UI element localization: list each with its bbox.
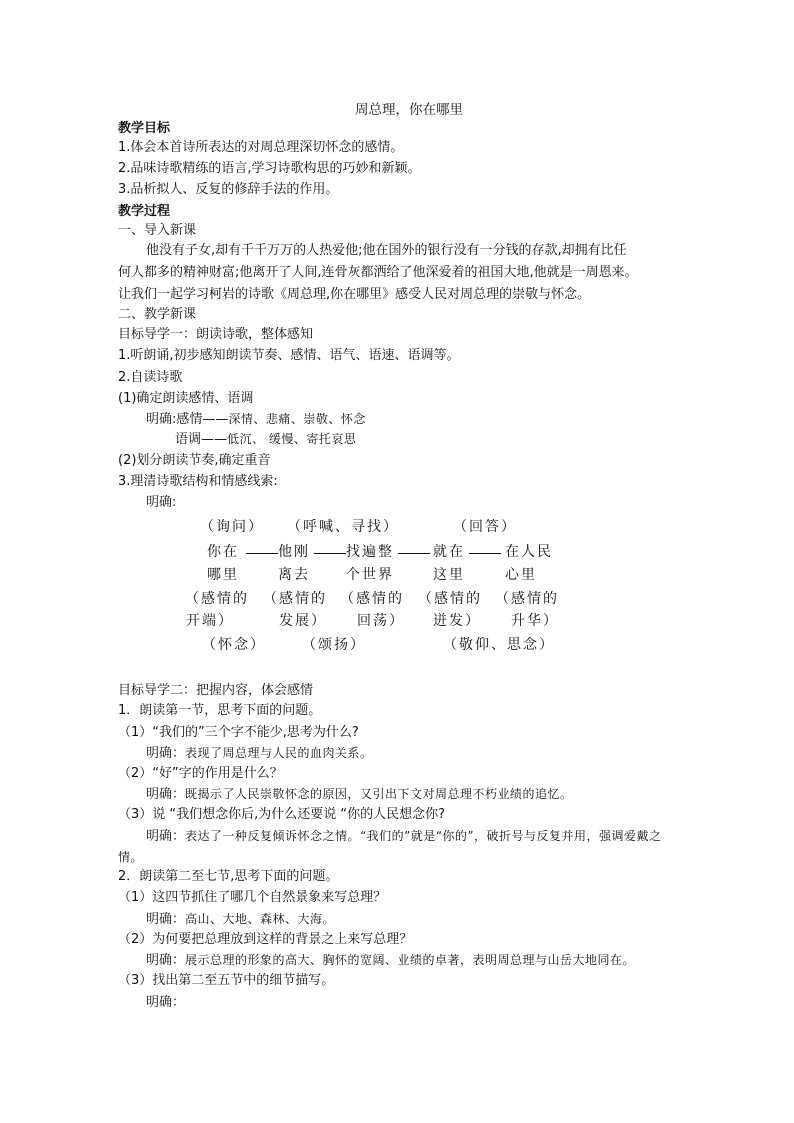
diagram-node: 你在 — [207, 544, 239, 560]
step-text: 1．朗读第一节，思考下面的问题。 — [118, 703, 322, 718]
answer-line — [146, 951, 635, 970]
intro-line: 何人都多的精神财富;他离开了人间,连骨灰都洒给了他深爱着的祖国大地,他就是一周恩来。 — [118, 265, 638, 280]
diagram-node: 心里 — [505, 567, 537, 583]
answer-line — [146, 910, 335, 929]
question: （3）找出第二至五节中的细节描写。 — [118, 973, 335, 988]
diagram-node: 他刚 — [278, 544, 310, 560]
answer-line — [118, 826, 678, 868]
step-text: (1)确定朗读感情、语调 — [118, 391, 254, 406]
answer-label: 明确： — [146, 829, 186, 844]
answer-text: 表现了周总理与人民的血肉关系。 — [185, 746, 373, 760]
diagram-connector — [396, 541, 432, 560]
answer-label: 明确： — [146, 746, 186, 761]
diagram-label: （怀念） — [202, 637, 266, 653]
intro-line: 让我们一起学习柯岩的诗歌《周总理,你在哪里》感受人民对周总理的崇敬与怀念。 — [118, 287, 591, 302]
goal-item: 2.品味诗歌精练的语言,学习诗歌构思的巧妙和新颖。 — [118, 161, 421, 176]
diagram-stage: （感情的 — [495, 591, 559, 607]
answer-label: 明确： — [146, 995, 186, 1010]
diagram-label: （敬仰、思念） — [443, 637, 555, 653]
step-text: 2.自读诗歌 — [118, 370, 183, 385]
answer-text: 展示总理的形象的高大、胸怀的宽阔、业绩的卓著，表明周总理与山岳大地同在。 — [185, 953, 636, 967]
diagram-stage: 开端） — [186, 613, 234, 629]
diagram-stage: 回荡） — [357, 613, 405, 629]
answer-text: 高山、大地、森林、大海。 — [185, 912, 336, 926]
diagram-node: 哪里 — [207, 567, 239, 583]
section-heading-goals: 教学目标 — [118, 121, 171, 136]
answer-line — [146, 785, 573, 804]
diagram-node: 找遍整 — [346, 544, 394, 560]
answer-line — [175, 430, 356, 449]
step-text: (2)划分朗读节奏,确定重音 — [118, 453, 271, 468]
answer-text: 表达了一种反复倾诉怀念之情。“我们的”就是“你的”，破折号与反复并用，强调爱戴之情。 — [118, 829, 662, 864]
doc-title: 周总理，你在哪里 — [355, 102, 463, 118]
answer-label: 明确： — [146, 787, 186, 802]
answer-label: 明确： — [146, 912, 186, 927]
answer-label: 明确:感情—— — [146, 412, 229, 427]
diagram-stage: （感情的 — [263, 591, 327, 607]
diagram-node: 就在 — [433, 544, 465, 560]
answer-label: 明确: — [146, 495, 177, 510]
diagram-stage: 迸发） — [433, 613, 481, 629]
diagram-connector — [312, 541, 348, 560]
diagram-label: （呼喊、寻找） — [287, 519, 399, 535]
answer-text: 深情、悲痛、崇敬、怀念 — [228, 412, 366, 426]
diagram-stage: 升华） — [511, 613, 559, 629]
goal-guide-heading: 目标导学二：把握内容，体会感情 — [118, 683, 314, 698]
diagram-stage: （感情的 — [185, 591, 249, 607]
question: （2）为何要把总理放到这样的背景之上来写总理？ — [118, 932, 413, 947]
diagram-node: 在人民 — [505, 544, 553, 560]
step-text: 1.听朗诵,初步感知朗读节奏、感情、语气、语速、语调等。 — [118, 348, 460, 363]
diagram-label: （询问） — [200, 519, 264, 535]
goal-item: 1.体会本首诗所表达的对周总理深切怀念的感情。 — [118, 140, 404, 155]
section-heading-process: 教学过程 — [118, 204, 171, 219]
answer-line — [146, 744, 373, 763]
step-text: 2．朗读第二至七节,思考下面的问题。 — [118, 869, 339, 884]
diagram-label: （颂扬） — [302, 637, 366, 653]
diagram-label: （回答） — [453, 519, 517, 535]
diagram-connector — [244, 541, 280, 560]
question: （1）“我们的”三个字不能少,思考为什么? — [118, 725, 359, 740]
answer-text: 低沉、 缓慢、寄托哀思 — [227, 432, 357, 446]
diagram-node: 个世界 — [346, 567, 394, 583]
question: （2）“好”字的作用是什么？ — [118, 766, 283, 781]
goal-guide-heading: 目标导学一：朗读诗歌，整体感知 — [118, 327, 314, 342]
answer-label: 语调—— — [175, 432, 228, 447]
diagram-connector — [467, 541, 503, 560]
diagram-node: 这里 — [433, 567, 465, 583]
question: （1）这四节抓住了哪几个自然景象来写总理？ — [118, 890, 387, 905]
diagram-node: 离去 — [278, 567, 310, 583]
diagram-stage: （感情的 — [340, 591, 404, 607]
intro-line: 他没有子女,却有千千万万的人热爱他;他在国外的银行没有一分钱的存款,却拥有比任 — [146, 243, 627, 258]
answer-text: 既揭示了人民崇敬怀念的原因，又引出下文对周总理不朽业绩的追忆。 — [185, 787, 573, 801]
part-heading: 二、教学新课 — [118, 307, 197, 322]
answer-line — [146, 410, 366, 429]
diagram-stage: 发展） — [279, 613, 327, 629]
diagram-stage: （感情的 — [418, 591, 482, 607]
goal-item: 3.品析拟人、反复的修辞手法的作用。 — [118, 182, 339, 197]
part-heading: 一、导入新课 — [118, 223, 197, 238]
question: （3）说 “我们想念你后,为什么还要说 “你的人民想念你? — [118, 807, 446, 822]
answer-label: 明确： — [146, 953, 186, 968]
step-text: 3.理清诗歌结构和情感线索: — [118, 474, 278, 489]
